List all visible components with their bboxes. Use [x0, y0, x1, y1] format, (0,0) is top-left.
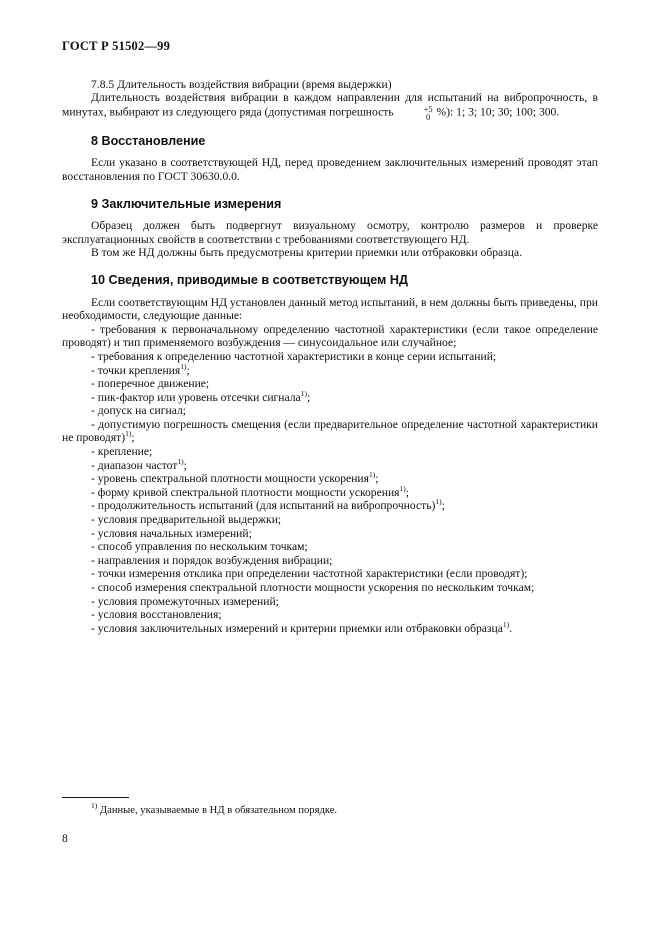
section-8-paragraph: Если указано в соответствующей НД, перед проведением заключительных измерений проводят этап восстановления по ГОСТ 30630.0.0. [62, 156, 598, 183]
list-item: - допустимую погрешность смещения (если предварительное определение частотной характеристики не проводят)$^{1)}$; [62, 417, 598, 445]
section-10-heading: 10 Сведения, приводимые в соответствующем НД [91, 272, 408, 287]
list-item: - допуск на сигнал; [91, 404, 186, 418]
list-item: - поперечное движение; [91, 377, 210, 391]
list-item: - диапазон частот$^{1)}$; [91, 456, 187, 472]
page-body [62, 40, 598, 635]
section-8-heading: 8 Восстановление [91, 133, 206, 148]
list-item: - условия предварительной выдержки; [91, 513, 282, 527]
page-number: 8 [62, 832, 68, 845]
section-7-8-5-text: Длительность воздействия вибрации в каждом направлении для испытаний на вибропрочность, в минутах, выбирают из следующего ряда (допустимая погрешность +5 0 %): 1; 3; 10; 30; 100; 300. [62, 91, 598, 122]
footnote-ref: 1) [180, 361, 187, 371]
footnote-text: Данные, указываемые в НД в обязательном порядке. [99, 805, 338, 816]
list-item: - форму кривой спектральной плотности мощности ускорения$^{1)}$; [91, 483, 409, 499]
list-item: - продолжительность испытаний (для испытаний на вибропрочность)$^{1)}$; [91, 497, 445, 513]
footnote [91, 801, 338, 816]
list-item: - точки измерения отклика при определении частотной характеристики (если проводят); [91, 567, 528, 581]
footnote-ref: 1) [125, 429, 132, 439]
section-9-paragraph-2: В том же НД должны быть предусмотрены критерии приемки или отбраковки образца. [91, 246, 523, 260]
list-item: - условия начальных измерений; [91, 526, 252, 540]
footnote-mark: 1) [91, 801, 98, 810]
list-item: - требования к первоначальному определению частотной характеристики (если такое определение проводят) и тип применяемого возбуждения — синусоидальное или случайное; [62, 322, 598, 350]
list-item: - способ измерения спектральной плотности мощности ускорения по нескольким точкам; [91, 581, 535, 594]
footnote-ref: 1) [177, 456, 184, 466]
list-item: - требования к определению частотной характеристики в конце серии испытаний; [91, 349, 497, 363]
footnote-ref: 1) [399, 483, 406, 493]
section-9-heading: 9 Заключительные измерения [91, 196, 282, 211]
footnote-ref: 1) [300, 388, 307, 398]
footnote-ref: 1) [502, 619, 510, 629]
section-10-list [62, 323, 598, 636]
section-9-paragraph-1: Образец должен быть подвергнут визуальному осмотру, контролю размеров и проверке эксплуатационных свойств в соответствии с требованиями соответствующего НД. [62, 219, 598, 246]
document-header: ГОСТ Р 51502—99 [62, 39, 171, 53]
list-item: - уровень спектральной плотности мощности ускорения$^{1)}$; [91, 470, 379, 486]
footnote-ref: 1) [435, 497, 442, 507]
section-10-intro: Если соответствующим НД установлен данный метод испытаний, в нем должны быть приведены, при необходимости, следующие данные: [62, 295, 598, 323]
tolerance: +5 0 [423, 103, 433, 122]
list-item: - условия заключительных измерений и критерии приемки или отбраковки образца$^{1)}$. [91, 619, 513, 635]
list-item: - пик-фактор или уровень отсечки сигнала$^{1)}$; [91, 388, 311, 404]
section-7-8-5-title: 7.8.5 Длительность воздействия вибрации (время выдержки) [91, 77, 392, 91]
list-item: - условия промежуточных измерений; [91, 594, 279, 608]
list-item: - крепление; [91, 445, 153, 459]
list-item: - точки крепления$^{1)}$; [91, 361, 190, 377]
list-item: - условия восстановления; [91, 608, 222, 622]
list-item: - направления и порядок возбуждения вибрации; [91, 553, 333, 567]
list-item: - способ управления по нескольким точкам; [91, 540, 308, 554]
footnote-rule [62, 797, 129, 798]
footnote-ref: 1) [368, 470, 376, 480]
